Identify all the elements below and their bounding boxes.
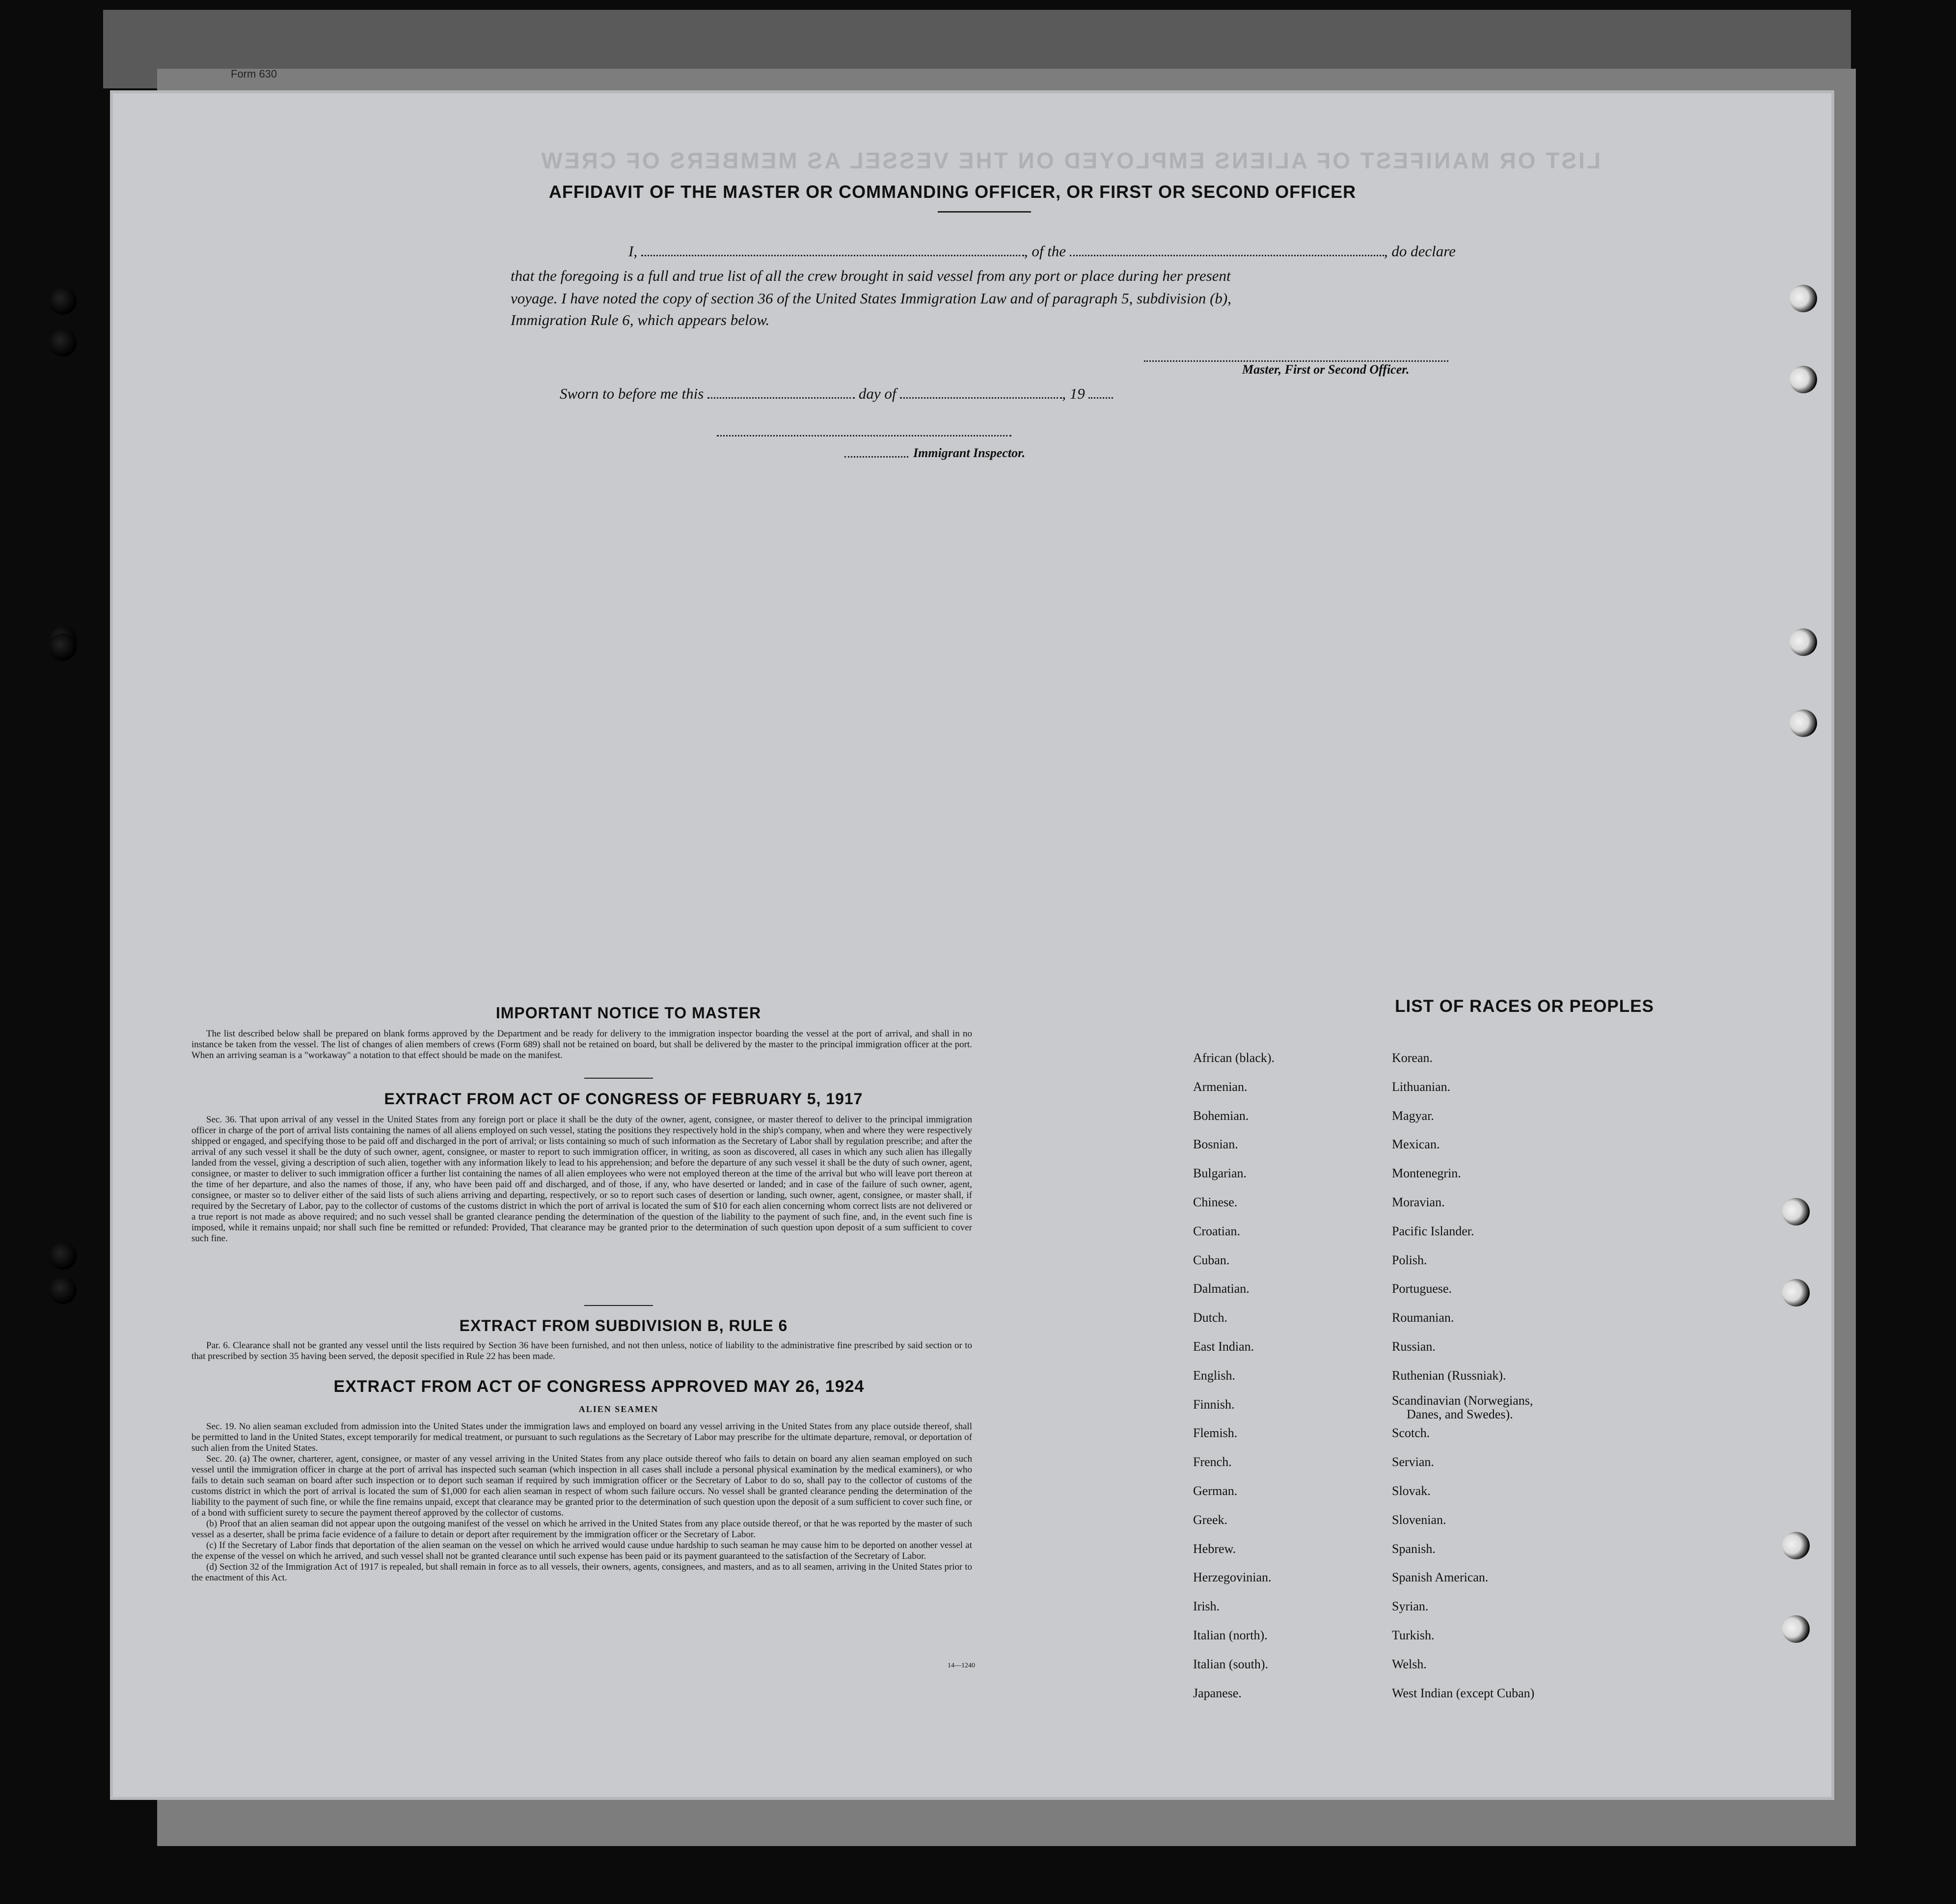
affidavit-of-the-label: , of the — [1024, 243, 1066, 260]
affidavit-title-rule — [938, 211, 1031, 213]
race-item: Bulgarian. — [1193, 1166, 1247, 1181]
notice-paragraph: The list described below shall be prepared on blank forms approved by the Department and be ready for delivery to the immigration inspector boarding the vessel at the port of arrival, and shall in no instance be taken from the vessel. The list of changes of alien members of crews (Form 689) shall not be retained on board, but shall be delivered by the master to the principal immigration officer at the port. When an arriving seaman is a "workaway" a notation to that effect should be made on the manifest. — [191, 1029, 972, 1061]
race-item: Magyar. — [1392, 1108, 1434, 1123]
race-item: Japanese. — [1193, 1686, 1242, 1700]
inspector-signature-line-short[interactable] — [844, 454, 908, 458]
extract-1917-title: EXTRACT FROM ACT OF CONGRESS OF FEBRUARY 5, 1917 — [384, 1090, 863, 1108]
sworn-year-prefix: , 19 — [1062, 385, 1085, 402]
sec-20d-paragraph: (d) Section 32 of the Immigration Act of 1917 is repealed, but shall remain in force as to all vessels, their owners, agents, consignees, and masters, and as to all seamen, arriving in the United States prior to the enactment of this Act. — [191, 1562, 972, 1583]
race-item: Moravian. — [1392, 1195, 1445, 1209]
alien-seamen-heading: ALIEN SEAMEN — [578, 1404, 659, 1414]
affidavit-line-4: Immigration Rule 6, which appears below. — [511, 311, 770, 328]
inspector-label: Immigrant Inspector. — [913, 446, 1026, 460]
race-item: Spanish American. — [1392, 1570, 1489, 1585]
affidavit-declare-label: , do declare — [1384, 243, 1456, 260]
race-item: Roumanian. — [1392, 1310, 1454, 1325]
race-item: Turkish. — [1392, 1628, 1435, 1642]
punch-hole-left-6 — [49, 1277, 77, 1304]
race-item: Mexican. — [1392, 1137, 1440, 1152]
race-item: Pacific Islander. — [1392, 1224, 1474, 1238]
race-item: East Indian. — [1193, 1339, 1254, 1354]
sworn-line — [560, 383, 1296, 405]
race-item: Slovenian. — [1392, 1512, 1446, 1527]
race-item: Polish. — [1392, 1252, 1427, 1267]
punch-hole-right-4 — [1790, 709, 1817, 737]
punch-hole-left-2 — [49, 329, 77, 356]
races-title: LIST OF RACES OR PEOPLES — [1395, 997, 1654, 1016]
punch-hole-left-5 — [49, 1242, 77, 1270]
sworn-month-field[interactable] — [900, 395, 1062, 399]
race-item: Spanish. — [1392, 1541, 1436, 1556]
notice-text — [191, 1029, 972, 1061]
race-item: Syrian. — [1392, 1599, 1429, 1614]
race-item: Korean. — [1392, 1051, 1433, 1065]
affidavit-line-3: voyage. I have noted the copy of section 36 of the United States Immigration Law and of paragraph 5, subdivision (b), — [511, 290, 1231, 307]
notice-rule — [584, 1078, 653, 1079]
race-item: Italian (north). — [1193, 1628, 1268, 1642]
affidavit-line-2: that the foregoing is a full and true list of all the crew brought in said vessel from any port or place during her present — [511, 267, 1231, 284]
affidavit-line-1 — [628, 241, 1576, 262]
race-item: Bohemian. — [1193, 1108, 1249, 1123]
manifest-page — [113, 93, 1831, 1797]
race-item: Scotch. — [1392, 1426, 1430, 1441]
race-item: Scandinavian (Norwegians, — [1392, 1393, 1533, 1408]
extract-1917-text — [191, 1115, 972, 1244]
punch-hole-right-1 — [1790, 285, 1817, 312]
punch-hole-right-7 — [1782, 1532, 1810, 1559]
race-item: Slovak. — [1392, 1484, 1431, 1498]
race-item: Lithuanian. — [1392, 1079, 1451, 1094]
race-item: Greek. — [1193, 1512, 1228, 1527]
race-item-continuation: Danes, and Swedes). — [1407, 1407, 1513, 1421]
punch-hole-right-8 — [1782, 1615, 1810, 1643]
race-item: Servian. — [1392, 1455, 1434, 1469]
sworn-year-field[interactable] — [1088, 395, 1113, 399]
form-number-label: Form 630 — [231, 68, 277, 80]
race-item: Chinese. — [1193, 1195, 1238, 1209]
race-item: Italian (south). — [1193, 1657, 1269, 1671]
master-name-field[interactable] — [641, 253, 1024, 256]
sworn-day-field[interactable] — [707, 395, 855, 399]
race-item: Herzegovinian. — [1193, 1570, 1272, 1585]
sec-20b-paragraph: (b) Proof that an alien seaman did not appear upon the outgoing manifest of the vessel on which he arrived in the United States from any place outside thereof, or that he was reported by the master of such vessel as a deserter, shall be prima facie evidence of a failure to detain or deport after requirement by the immigration officer or the Secretary of Labor. — [191, 1519, 972, 1540]
extract-1924-text — [191, 1421, 972, 1583]
extract-1917-rule — [584, 1305, 653, 1306]
punch-hole-right-3 — [1790, 628, 1817, 656]
inspector-signature-line[interactable] — [717, 433, 1011, 436]
vessel-name-field[interactable] — [1070, 253, 1384, 256]
rule6-text — [191, 1340, 972, 1362]
punch-hole-left-4 — [49, 633, 77, 661]
sec-19-paragraph: Sec. 19. No alien seaman excluded from admission into the United States under the immigration laws and employed on board any vessel arriving in the United States from any place outside thereof, shall be permitted to land in the United States, except temporarily for medical treatment, or pursuant to such regulations as the Secretary of Labor may prescribe for the ultimate departure, removal, or deportation of such alien from the United States. — [191, 1421, 972, 1453]
affidavit-i-label: I, — [628, 243, 638, 260]
race-item: Ruthenian (Russniak). — [1392, 1368, 1506, 1383]
sec-20a-paragraph: Sec. 20. (a) The owner, charterer, agent, consignee, or master of any vessel arriving in the United States from any place outside thereof who fails to detain on board any alien seaman employed on such vessel until the immigration officer in charge at the port of arrival has inspected such seaman (which inspection in all cases shall include a personal physical examination by the medical examiners), or who fails to detain such seaman on board after such inspection or to deport such seaman if required by such immigration officer or the Secretary of Labor to do so, shall pay to the collector of customs of the customs district in which the port of arrival is located the sum of $1,000 for each alien seaman in respect of whom such failure occurs. No vessel shall be granted clearance pending the determination of the liability to the payment of such fine, or while the fine remains unpaid, except that clearance may be granted prior to the determination of such question upon the deposit of a sum sufficient to cover such fine, or of a bond with sufficient surety to secure the payment thereof approved by the collector of customs. — [191, 1454, 972, 1518]
affidavit-title: AFFIDAVIT OF THE MASTER OR COMMANDING OFFICER, OR FIRST OR SECOND OFFICER — [548, 182, 1357, 202]
punch-hole-right-6 — [1782, 1279, 1810, 1306]
sworn-prefix: Sworn to before me this — [560, 385, 704, 402]
race-item: Dalmatian. — [1193, 1281, 1250, 1296]
rule6-title: EXTRACT FROM SUBDIVISION B, RULE 6 — [459, 1317, 788, 1334]
race-item: Croatian. — [1193, 1224, 1241, 1238]
punch-hole-right-5 — [1782, 1198, 1810, 1225]
rule6-paragraph: Par. 6. Clearance shall not be granted any vessel until the lists required by Section 36 have been furnished, and not then unless, notice of liability to the administrative fine prescribed by said section or to that prescribed by section 35 having been served, the deposit specified in Rule 22 has been made. — [191, 1340, 972, 1361]
sworn-day-of-label: day of — [858, 385, 896, 402]
races-left-column — [1193, 1051, 1380, 1699]
race-item: Hebrew. — [1193, 1541, 1236, 1556]
notice-title: IMPORTANT NOTICE TO MASTER — [495, 1004, 761, 1022]
extract-1924-title: EXTRACT FROM ACT OF CONGRESS APPROVED MAY 26, 1924 — [333, 1377, 865, 1396]
race-item: Dutch. — [1193, 1310, 1228, 1325]
bleed-through-header: LIST OR MANIFEST OF ALIENS EMPLOYED ON THE VESSEL AS MEMBERS OF CREW — [539, 148, 1601, 173]
race-item: Welsh. — [1392, 1657, 1427, 1671]
race-item: West Indian (except Cuban) — [1392, 1686, 1535, 1700]
punch-hole-left-1 — [49, 287, 77, 315]
race-item: Irish. — [1193, 1599, 1220, 1614]
punch-hole-right-2 — [1790, 366, 1817, 393]
race-item: Cuban. — [1193, 1252, 1230, 1267]
print-code: 14—1240 — [948, 1662, 975, 1669]
race-item: English. — [1193, 1368, 1235, 1383]
race-item: African (black). — [1193, 1051, 1275, 1065]
master-signature-label: Master, First or Second Officer. — [1242, 362, 1410, 377]
master-signature-line[interactable] — [1144, 358, 1448, 362]
extract-1917-paragraph: Sec. 36. That upon arrival of any vessel in the United States from any foreign port or place it shall be the duty of the owner, agent, consignee, or master thereof to deliver to the principal immigration officer in charge of the port of arrival lists containing the names of all aliens employed on such vessel, stating the positions they respectively hold in the ship's company, when and where they were respectively shipped or engaged, and specifying those to be paid off and discharged in the port of arrival; or lists containing so much of such information as the Secretary of Labor shall by regulation prescribe; and after the arrival of any such vessel it shall be the duty of such owner, agent, consignee, or master to report to such immigration officer, in writing, as soon as discovered, all cases in which any such alien has illegally landed from the vessel, giving a description of such alien, together with any information likely to lead to his apprehension; and before the departure of any such vessel it shall be the duty of such owner, agent, consignee, or master to deliver to such immigration officer a further list containing the names of all alien employees who were not employed thereon at the time of the arrival but who will leave port thereon at the time of her departure, and also the names of those, if any, who have been paid off and discharged, and of those, if any, who have deserted or landed; and in case of the failure of such owner, agent, consignee, or master so to deliver either of the said lists of such aliens arriving and departing, respectively, or so to report such cases of desertion or landing, such owner, agent, consignee, or master shall, if required by the Secretary of Labor, pay to the collector of customs of the customs district in which the port of arrival is located the sum of $10 for each alien concerning whom correct lists are not delivered or a true report is not made as above required; and no such vessel shall be granted clearance pending the determination of the question of the liability to the payment of such fine, and, in the event such fine is imposed, while it remains unpaid; nor shall such fine be remitted or refunded: Provided, That clearance may be granted prior to the determination of such question upon deposit of a sum sufficient to cover such fine. — [191, 1115, 972, 1244]
race-item: German. — [1193, 1484, 1238, 1498]
race-item: Portuguese. — [1392, 1281, 1452, 1296]
race-item: Finnish. — [1193, 1397, 1235, 1412]
race-item: French. — [1193, 1455, 1232, 1469]
race-item: Bosnian. — [1193, 1137, 1238, 1152]
races-right-column — [1392, 1051, 1686, 1699]
race-item: Montenegrin. — [1392, 1166, 1461, 1181]
race-item: Armenian. — [1193, 1079, 1248, 1094]
sec-20c-paragraph: (c) If the Secretary of Labor finds that deportation of the alien seaman on the vessel on which he arrived would cause undue hardship to such seaman he may cause him to be deported on another vessel at the expense of the vessel on which he arrived, and such vessel shall not be granted clearance until such expense has been paid or its payment guaranteed to the satisfaction of the Secretary of Labor. — [191, 1540, 972, 1561]
race-item: Russian. — [1392, 1339, 1436, 1354]
race-item: Flemish. — [1193, 1426, 1238, 1441]
